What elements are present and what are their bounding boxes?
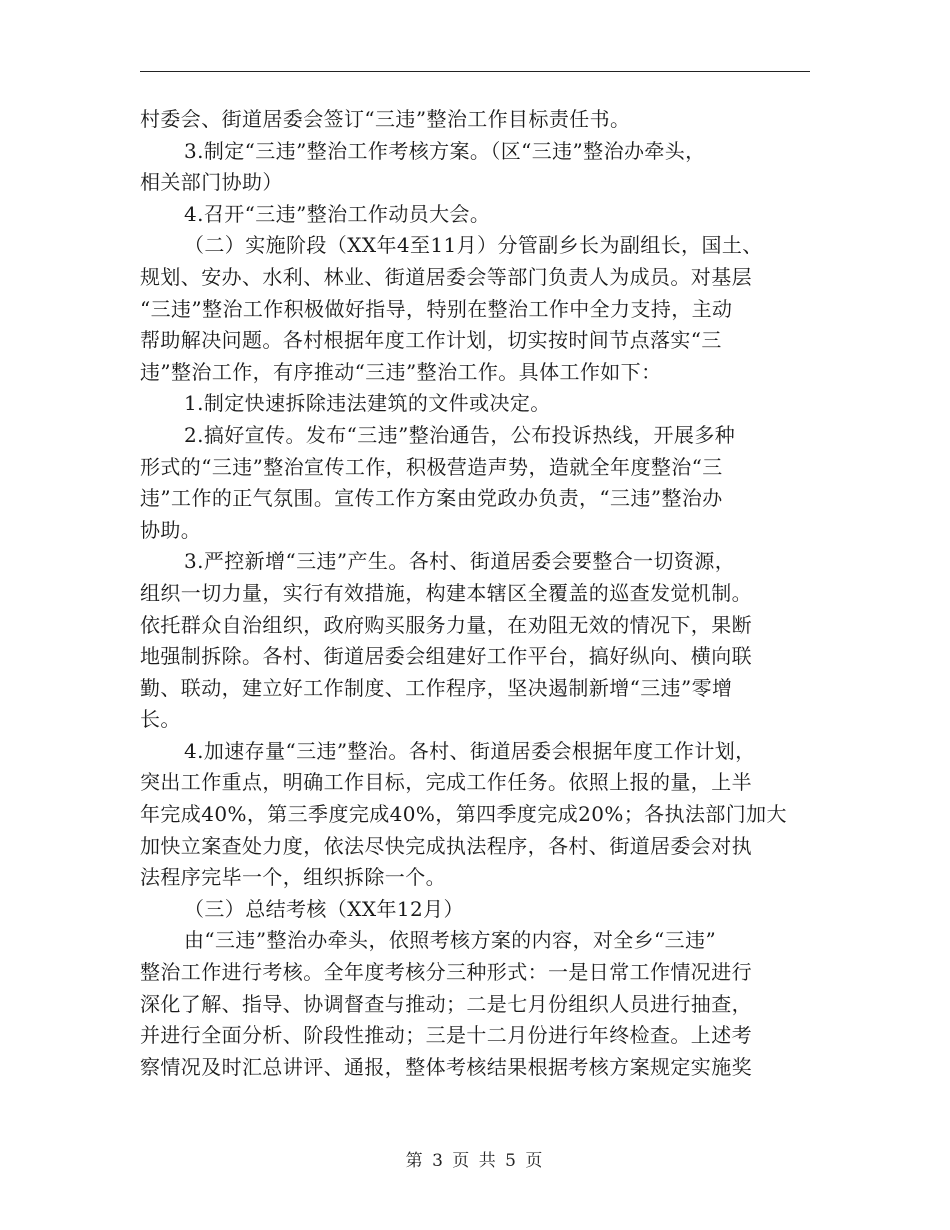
text-line: 加快立案查处力度，依法尽快完成执法程序，各村、街道居委会对执 [140,833,752,858]
text-line: 长。 [140,707,181,732]
text-line: 形式的“三违”整治宣传工作，积极营造声势，造就全年度整治“三 [140,454,723,479]
text-line: 1.制定快速拆除违法建筑的文件或决定。 [184,391,551,416]
text-line: 深化了解、指导、协调督查与推动；二是七月份组织人员进行抽查， [140,991,752,1016]
text-line: 4.召开“三违”整治工作动员大会。 [184,201,491,226]
text-line: 3.制定“三违”整治工作考核方案。（区“三违”整治办牵头， [184,138,706,163]
text-line: 相关部门协助） [140,170,283,195]
document-body [140,104,812,1083]
text-line: “三违”整治工作积极做好指导，特别在整治工作中全力支持，主动 [140,296,733,321]
text-line: 帮助解决问题。各村根据年度工作计划，切实按时间节点落实“三 [140,328,722,353]
header-rule [140,71,810,72]
text-line: （二）实施阶段（XX年4至11月）分管副乡长为副组长，国土、 [184,233,763,258]
text-line: 由“三违”整治办牵头，依照考核方案的内容，对全乡“三违” [184,928,717,953]
text-line: 地强制拆除。各村、街道居委会组建好工作平台，搞好纵向、横向联 [140,644,752,669]
text-line: 违”工作的正气氛围。宣传工作方案由党政办负责，“三违”整治办 [140,486,723,511]
text-line: 村委会、街道居委会签订“三违”整治工作目标责任书。 [140,107,631,131]
text-line: 法程序完毕一个，组织拆除一个。 [140,865,446,890]
text-line: 察情况及时汇总讲评、通报，整体考核结果根据考核方案规定实施奖 [140,1054,752,1079]
text-line: 规划、安办、水利、林业、街道居委会等部门负责人为成员。对基层 [140,264,752,289]
text-line: 年完成40%，第三季度完成40%，第四季度完成20%；各执法部门加大 [140,802,787,827]
text-line: 协助。 [140,517,202,542]
text-line: 3.严控新增“三违”产生。各村、街道居委会要整合一切资源， [184,549,736,574]
page-number: 第 3 页 共 5 页 [405,1151,545,1171]
text-line: （三）总结考核（XX年12月） [184,896,464,921]
text-line: 依托群众自治组织，政府购买服务力量，在劝阻无效的情况下，果断 [140,612,752,637]
text-line: 勤、联动，建立好工作制度、工作程序，坚决遏制新增“三违”零增 [140,675,733,700]
text-line: 2.搞好宣传。发布“三违”整治通告，公布投诉热线，开展多种 [184,422,736,447]
text-line: 4.加速存量“三违”整治。各村、街道居委会根据年度工作计划， [184,738,756,763]
text-line: 突出工作重点，明确工作目标，完成工作任务。依照上报的量，上半 [140,770,752,795]
text-line: 整治工作进行考核。全年度考核分三种形式：一是日常工作情况进行 [140,960,752,985]
text-line: 违”整治工作，有序推动“三违”整治工作。具体工作如下： [140,359,662,384]
text-line: 并进行全面分析、阶段性推动；三是十二月份进行年终检查。上述考 [140,1023,752,1048]
text-line: 组织一切力量，实行有效措施，构建本辖区全覆盖的巡查发觉机制。 [140,580,752,605]
